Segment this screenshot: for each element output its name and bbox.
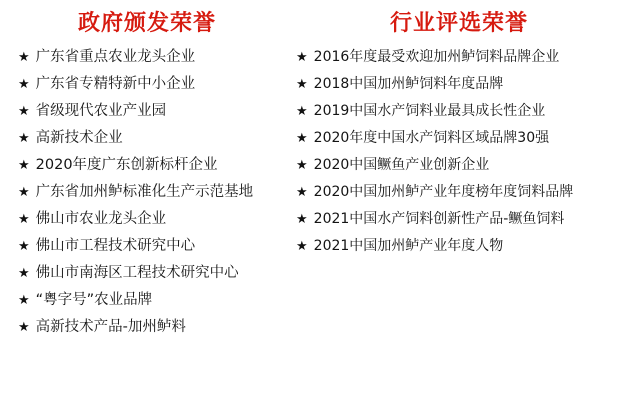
star-icon: ★ — [296, 131, 308, 146]
government-honors-list — [18, 48, 290, 337]
list-item — [18, 102, 290, 121]
list-item — [296, 75, 640, 94]
star-icon: ★ — [18, 266, 30, 281]
star-icon: ★ — [296, 212, 308, 227]
star-icon: ★ — [18, 185, 30, 200]
list-item-label: 2020中国加州鲈产业年度榜年度饲料品牌 — [313, 184, 574, 200]
star-icon: ★ — [18, 104, 30, 119]
list-item-label: 广东省加州鲈标准化生产示范基地 — [35, 184, 254, 200]
list-item-label: 佛山市南海区工程技术研究中心 — [35, 265, 239, 281]
list-item-label: 2018中国加州鲈饲料年度品牌 — [313, 76, 504, 92]
list-item — [296, 237, 640, 256]
star-icon: ★ — [296, 158, 308, 173]
list-item — [18, 129, 290, 148]
list-item-label: 2020中国鳜鱼产业创新企业 — [313, 157, 490, 173]
list-item — [18, 291, 290, 310]
list-item — [296, 210, 640, 229]
list-item — [296, 48, 640, 67]
industry-honors-title: 行业评选荣誉 — [389, 11, 528, 36]
list-item-label: 高新技术产品-加州鲈料 — [35, 319, 186, 335]
list-item-label: 佛山市农业龙头企业 — [35, 211, 167, 227]
list-item — [296, 156, 640, 175]
government-honors-title: 政府颁发荣誉 — [77, 11, 216, 36]
list-item-label: 2020年度中国水产饲料区域品牌30强 — [313, 130, 550, 146]
list-item-label: 佛山市工程技术研究中心 — [35, 238, 196, 254]
list-item-label: 2021中国加州鲈产业年度人物 — [313, 238, 504, 254]
list-item-label: “粤字号”农业品牌 — [35, 292, 153, 308]
star-icon: ★ — [18, 320, 30, 335]
honors-columns — [0, 10, 640, 345]
star-icon: ★ — [18, 50, 30, 65]
government-honors-column — [0, 10, 290, 345]
list-item — [18, 237, 290, 256]
list-item-label: 2020年度广东创新标杆企业 — [35, 157, 218, 173]
star-icon: ★ — [296, 77, 308, 92]
list-item-label: 省级现代农业产业园 — [35, 103, 167, 119]
star-icon: ★ — [296, 185, 308, 200]
list-item-label: 高新技术企业 — [35, 130, 123, 146]
list-item — [296, 129, 640, 148]
star-icon: ★ — [18, 212, 30, 227]
list-item — [18, 75, 290, 94]
star-icon: ★ — [296, 104, 308, 119]
list-item-label: 2021中国水产饲料创新性产品-鳜鱼饲料 — [313, 211, 565, 227]
list-item — [18, 264, 290, 283]
list-item — [296, 102, 640, 121]
list-item — [18, 210, 290, 229]
star-icon: ★ — [18, 293, 30, 308]
list-item-label: 2016年度最受欢迎加州鲈饲料品牌企业 — [313, 49, 560, 65]
list-item — [18, 318, 290, 337]
star-icon: ★ — [18, 77, 30, 92]
industry-honors-column — [290, 10, 640, 264]
star-icon: ★ — [296, 50, 308, 65]
list-item — [18, 48, 290, 67]
list-item-label: 广东省重点农业龙头企业 — [35, 49, 196, 65]
star-icon: ★ — [18, 131, 30, 146]
star-icon: ★ — [18, 239, 30, 254]
list-item — [18, 183, 290, 202]
industry-honors-list — [296, 48, 640, 256]
list-item-label: 2019中国水产饲料业最具成长性企业 — [313, 103, 546, 119]
list-item — [18, 156, 290, 175]
list-item-label: 广东省专精特新中小企业 — [35, 76, 196, 92]
star-icon: ★ — [18, 158, 30, 173]
list-item — [296, 183, 640, 202]
star-icon: ★ — [296, 239, 308, 254]
